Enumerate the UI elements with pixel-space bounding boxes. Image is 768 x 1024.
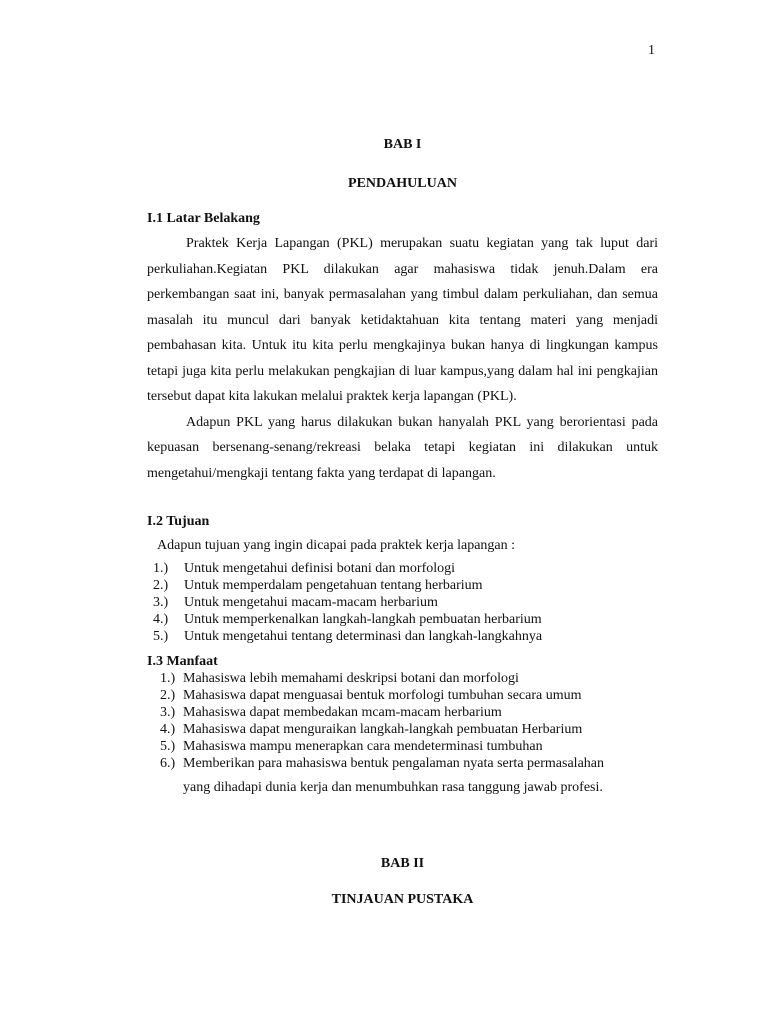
list-item-text: Untuk mengetahui definisi botani dan morfologi bbox=[184, 561, 456, 576]
list-item-number: 4.) bbox=[153, 611, 169, 627]
list-item bbox=[153, 595, 542, 612]
list-item-number: 1.) bbox=[153, 561, 169, 576]
list-item-number: 2.) bbox=[160, 687, 176, 703]
list-item-number: 3.) bbox=[160, 704, 176, 720]
list-item-number: 1.) bbox=[160, 671, 176, 686]
list-item bbox=[160, 739, 604, 756]
list-item bbox=[153, 561, 542, 578]
list-item-text: Mahasiswa mampu menerapkan cara mendeterminasi tumbuhan bbox=[183, 738, 543, 754]
manfaat-list bbox=[160, 671, 604, 772]
list-item-text: Mahasiswa lebih memahami deskripsi botani dan morfologi bbox=[183, 671, 519, 686]
list-item-number: 3.) bbox=[153, 594, 169, 610]
section-heading-latar-belakang: I.1 Latar Belakang bbox=[147, 211, 260, 226]
list-item bbox=[160, 756, 604, 773]
page-number: 1 bbox=[648, 43, 655, 58]
list-item bbox=[153, 629, 542, 646]
list-item-number: 4.) bbox=[160, 721, 176, 737]
chapter-heading: BAB I bbox=[383, 137, 422, 152]
list-item-text: Untuk mengetahui tentang determinasi dan langkah-langkahnya bbox=[184, 628, 543, 644]
tujuan-list bbox=[153, 561, 542, 646]
list-item-text: Mahasiswa dapat menguasai bentuk morfologi tumbuhan secara umum bbox=[183, 687, 582, 703]
paragraph: Praktek Kerja Lapangan (PKL) merupakan suatu kegiatan yang tak luput dari perkuliahan.Kegiatan PKL dilakukan agar mahasiswa tidak jenuh.Dalam era perkembangan saat ini, banyak permasalahan yang timbul dalam perkuliahan, dan semua masalah itu muncul dari banyak ketidaktahuan kita tentang materi yang menjadi pembahasan kita. Untuk itu kita perlu mengkajinya bukan hanya di lingkungan kampus tetapi juga kita perlu melakukan pengkajian di luar kampus,yang dalam hal ini pengkajian tersebut dapat kita lakukan melalui praktek kerja lapangan (PKL). bbox=[147, 236, 658, 404]
list-item-number: 5.) bbox=[153, 628, 169, 644]
list-item bbox=[160, 705, 604, 722]
list-item-continuation: yang dihadapi dunia kerja dan menumbuhkan rasa tanggung jawab profesi. bbox=[183, 780, 603, 795]
chapter-title: PENDAHULUAN bbox=[348, 176, 457, 191]
list-item-text: Untuk memperdalam pengetahuan tentang herbarium bbox=[184, 577, 483, 593]
section-heading-manfaat: I.3 Manfaat bbox=[147, 654, 218, 669]
list-item bbox=[160, 722, 604, 739]
list-item-text: Memberikan para mahasiswa bentuk pengalaman nyata serta permasalahan bbox=[183, 755, 604, 771]
list-item bbox=[160, 671, 604, 688]
list-item-number: 2.) bbox=[153, 577, 169, 593]
body-text bbox=[147, 231, 658, 486]
paragraph: Adapun PKL yang harus dilakukan bukan hanyalah PKL yang berorientasi pada kepuasan bersenang-senang/rekreasi belaka tetapi kegiatan ini dilakukan untuk mengetahui/mengkaji tentang fakta yang terdapat di lapangan. bbox=[147, 414, 658, 481]
list-item bbox=[160, 688, 604, 705]
list-item bbox=[153, 612, 542, 629]
chapter-title: TINJAUAN PUSTAKA bbox=[331, 892, 474, 907]
tujuan-intro: Adapun tujuan yang ingin dicapai pada praktek kerja lapangan : bbox=[157, 538, 516, 553]
list-item-text: Mahasiswa dapat menguraikan langkah-langkah pembuatan Herbarium bbox=[183, 721, 583, 737]
list-item-text: Mahasiswa dapat membedakan mcam-macam herbarium bbox=[183, 704, 502, 720]
list-item-text: Untuk mengetahui macam-macam herbarium bbox=[184, 594, 438, 610]
chapter-heading: BAB II bbox=[380, 856, 425, 871]
list-item-text: Untuk memperkenalkan langkah-langkah pembuatan herbarium bbox=[184, 611, 542, 627]
list-item-number: 5.) bbox=[160, 738, 176, 754]
list-item bbox=[153, 578, 542, 595]
list-item-number: 6.) bbox=[160, 755, 176, 771]
section-heading-tujuan: I.2 Tujuan bbox=[147, 514, 210, 529]
